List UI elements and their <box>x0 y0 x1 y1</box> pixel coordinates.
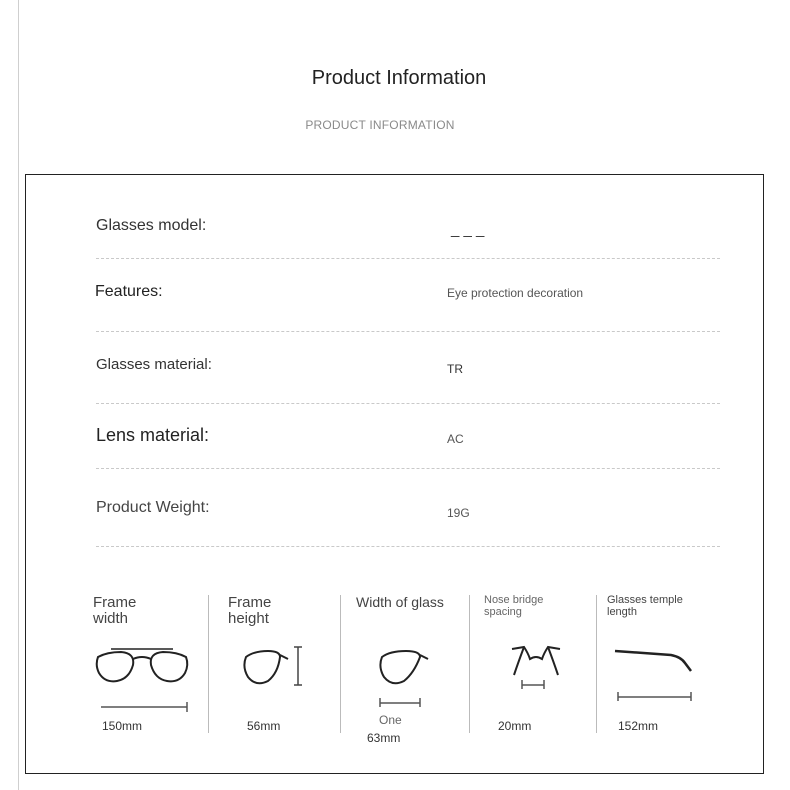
spec-label: Features: <box>95 283 163 300</box>
dimension-frame-height <box>228 595 338 735</box>
dimension-frame-width <box>93 595 203 735</box>
spec-row-lens-material <box>96 403 720 469</box>
spec-row-glasses-material <box>96 331 720 404</box>
spec-label: Glasses material: <box>96 356 212 373</box>
dimension-label: Frame width <box>93 594 137 627</box>
dimension-glass-width <box>356 594 476 745</box>
spec-value: 19G <box>447 506 470 520</box>
dimension-note: One <box>379 713 402 727</box>
dimension-value: 20mm <box>498 719 532 733</box>
frame-height-icon <box>242 647 332 707</box>
dimension-value: 152mm <box>618 719 659 733</box>
spec-value: AC <box>447 432 464 446</box>
dimension-value: 56mm <box>247 719 281 733</box>
dimension-temple-length <box>607 595 717 735</box>
spec-value: _ _ _ <box>451 221 485 238</box>
dimension-nose-bridge <box>484 595 594 735</box>
page-title: Product Information <box>311 67 487 89</box>
spec-value: TR <box>447 362 463 376</box>
nose-bridge-icon <box>508 645 588 705</box>
spec-label: Product Weight: <box>96 499 210 516</box>
product-info-card <box>25 174 764 774</box>
spec-label: Glasses model: <box>96 217 207 234</box>
dimension-label: Nose bridge spacing <box>484 594 544 618</box>
spec-value: Eye protection decoration <box>447 286 584 300</box>
spec-label: Lens material: <box>96 425 210 445</box>
dimension-label: Glasses temple length <box>607 594 683 618</box>
dimension-value: 150mm <box>102 719 143 733</box>
temple-length-icon <box>615 649 715 709</box>
dimension-label: Width of glass <box>356 594 444 610</box>
spec-row-model <box>96 213 720 259</box>
spec-row-features <box>96 258 720 332</box>
divider <box>596 595 597 733</box>
divider <box>208 595 209 733</box>
divider <box>469 595 470 733</box>
divider <box>340 595 341 733</box>
dimension-value: 63mm <box>367 731 401 745</box>
spec-row-product-weight <box>96 468 720 547</box>
frame-width-icon <box>95 643 195 723</box>
dimension-label: Frame height <box>228 594 272 627</box>
dimensions-strip <box>26 585 765 745</box>
page-subtitle: PRODUCT INFORMATION <box>305 118 455 132</box>
glass-width-icon <box>378 647 468 707</box>
